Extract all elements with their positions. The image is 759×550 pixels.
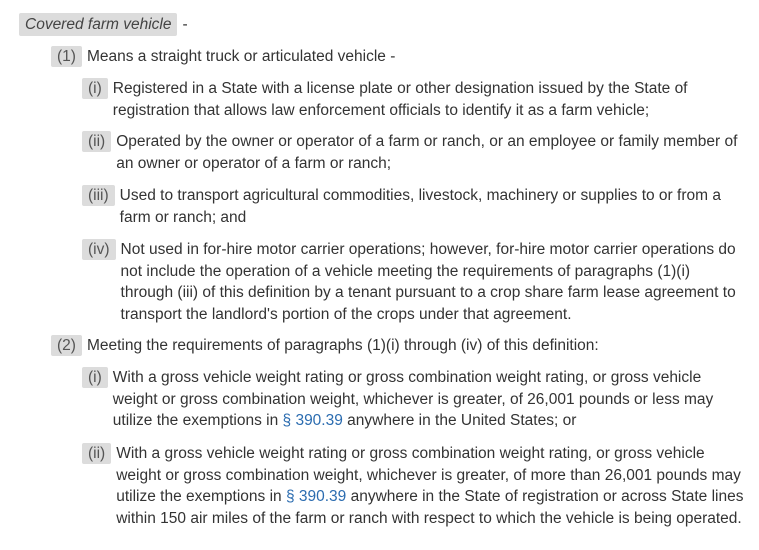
paragraph-1-iii [82,185,746,228]
subparagraph-text [116,443,746,529]
subparagraph-text: Not used in for-hire motor carrier operations; however, for-hire motor carrier operations do not include the operation of a vehicle meeting the requirements of paragraphs (1)(i) through (iii) of this definition by a tenant pursuant to a crop share farm lease agreement to transport the landlord's portion of the crops under that agreement. [120,241,736,323]
paragraph-number: (2) [51,335,82,356]
paragraph-1 [51,46,741,68]
paragraph-1-iv [82,239,746,325]
subparagraph-number: (i) [82,367,108,388]
text-after-link: anywhere in the United States; or [342,412,577,429]
subparagraph-text: Used to transport agricultural commodities, livestock, machinery or supplies to or from a farm or ranch; and [119,187,721,226]
subparagraph-number: (ii) [82,443,111,464]
paragraph-text: Means a straight truck or articulated vehicle - [86,48,396,65]
subparagraph-number: (iv) [82,239,116,260]
term-dash: - [182,15,188,33]
subparagraph-number: (i) [82,78,108,99]
section-390-39-link[interactable]: § 390.39 [285,488,347,505]
text-after-link: anywhere in the State of registration or across State lines within 150 air miles of the farm or ranch with respect to which the vehicle is being operated. [116,488,744,527]
paragraph-number: (1) [51,46,82,67]
section-390-39-link[interactable]: § 390.39 [282,412,343,429]
subparagraph-number: (iii) [82,185,115,206]
text-before-link: With a gross vehicle weight rating or gross combination weight rating, or gross vehicle weight or gross combination weight, whichever is greater, of more than 26,001 pounds may utilize the exemptions in [116,445,741,505]
paragraph-2-ii [82,443,746,529]
text-before-link: With a gross vehicle weight rating or gross combination weight rating, or gross vehicle weight or gross combination weight, whichever is greater, of 26,001 pounds or less may utilize the exemptions in [112,369,714,429]
paragraph-1-i [82,78,746,121]
paragraph-1-ii [82,131,746,174]
defined-term: Covered farm vehicle [19,13,177,36]
paragraph-2 [51,335,741,357]
subparagraph-text: Operated by the owner or operator of a farm or ranch, or an employee or family member of an owner or operator of a farm or ranch; [116,133,738,172]
subparagraph-text [113,367,746,432]
subparagraph-number: (ii) [82,131,111,152]
paragraph-text: Meeting the requirements of paragraphs (1)(i) through (iv) of this definition: [86,337,599,354]
definition-heading [19,13,188,36]
subparagraph-text: Registered in a State with a license plate or other designation issued by the State of registration that allows law enforcement officials to identify it as a farm vehicle; [112,80,688,119]
paragraph-2-i [82,367,746,432]
